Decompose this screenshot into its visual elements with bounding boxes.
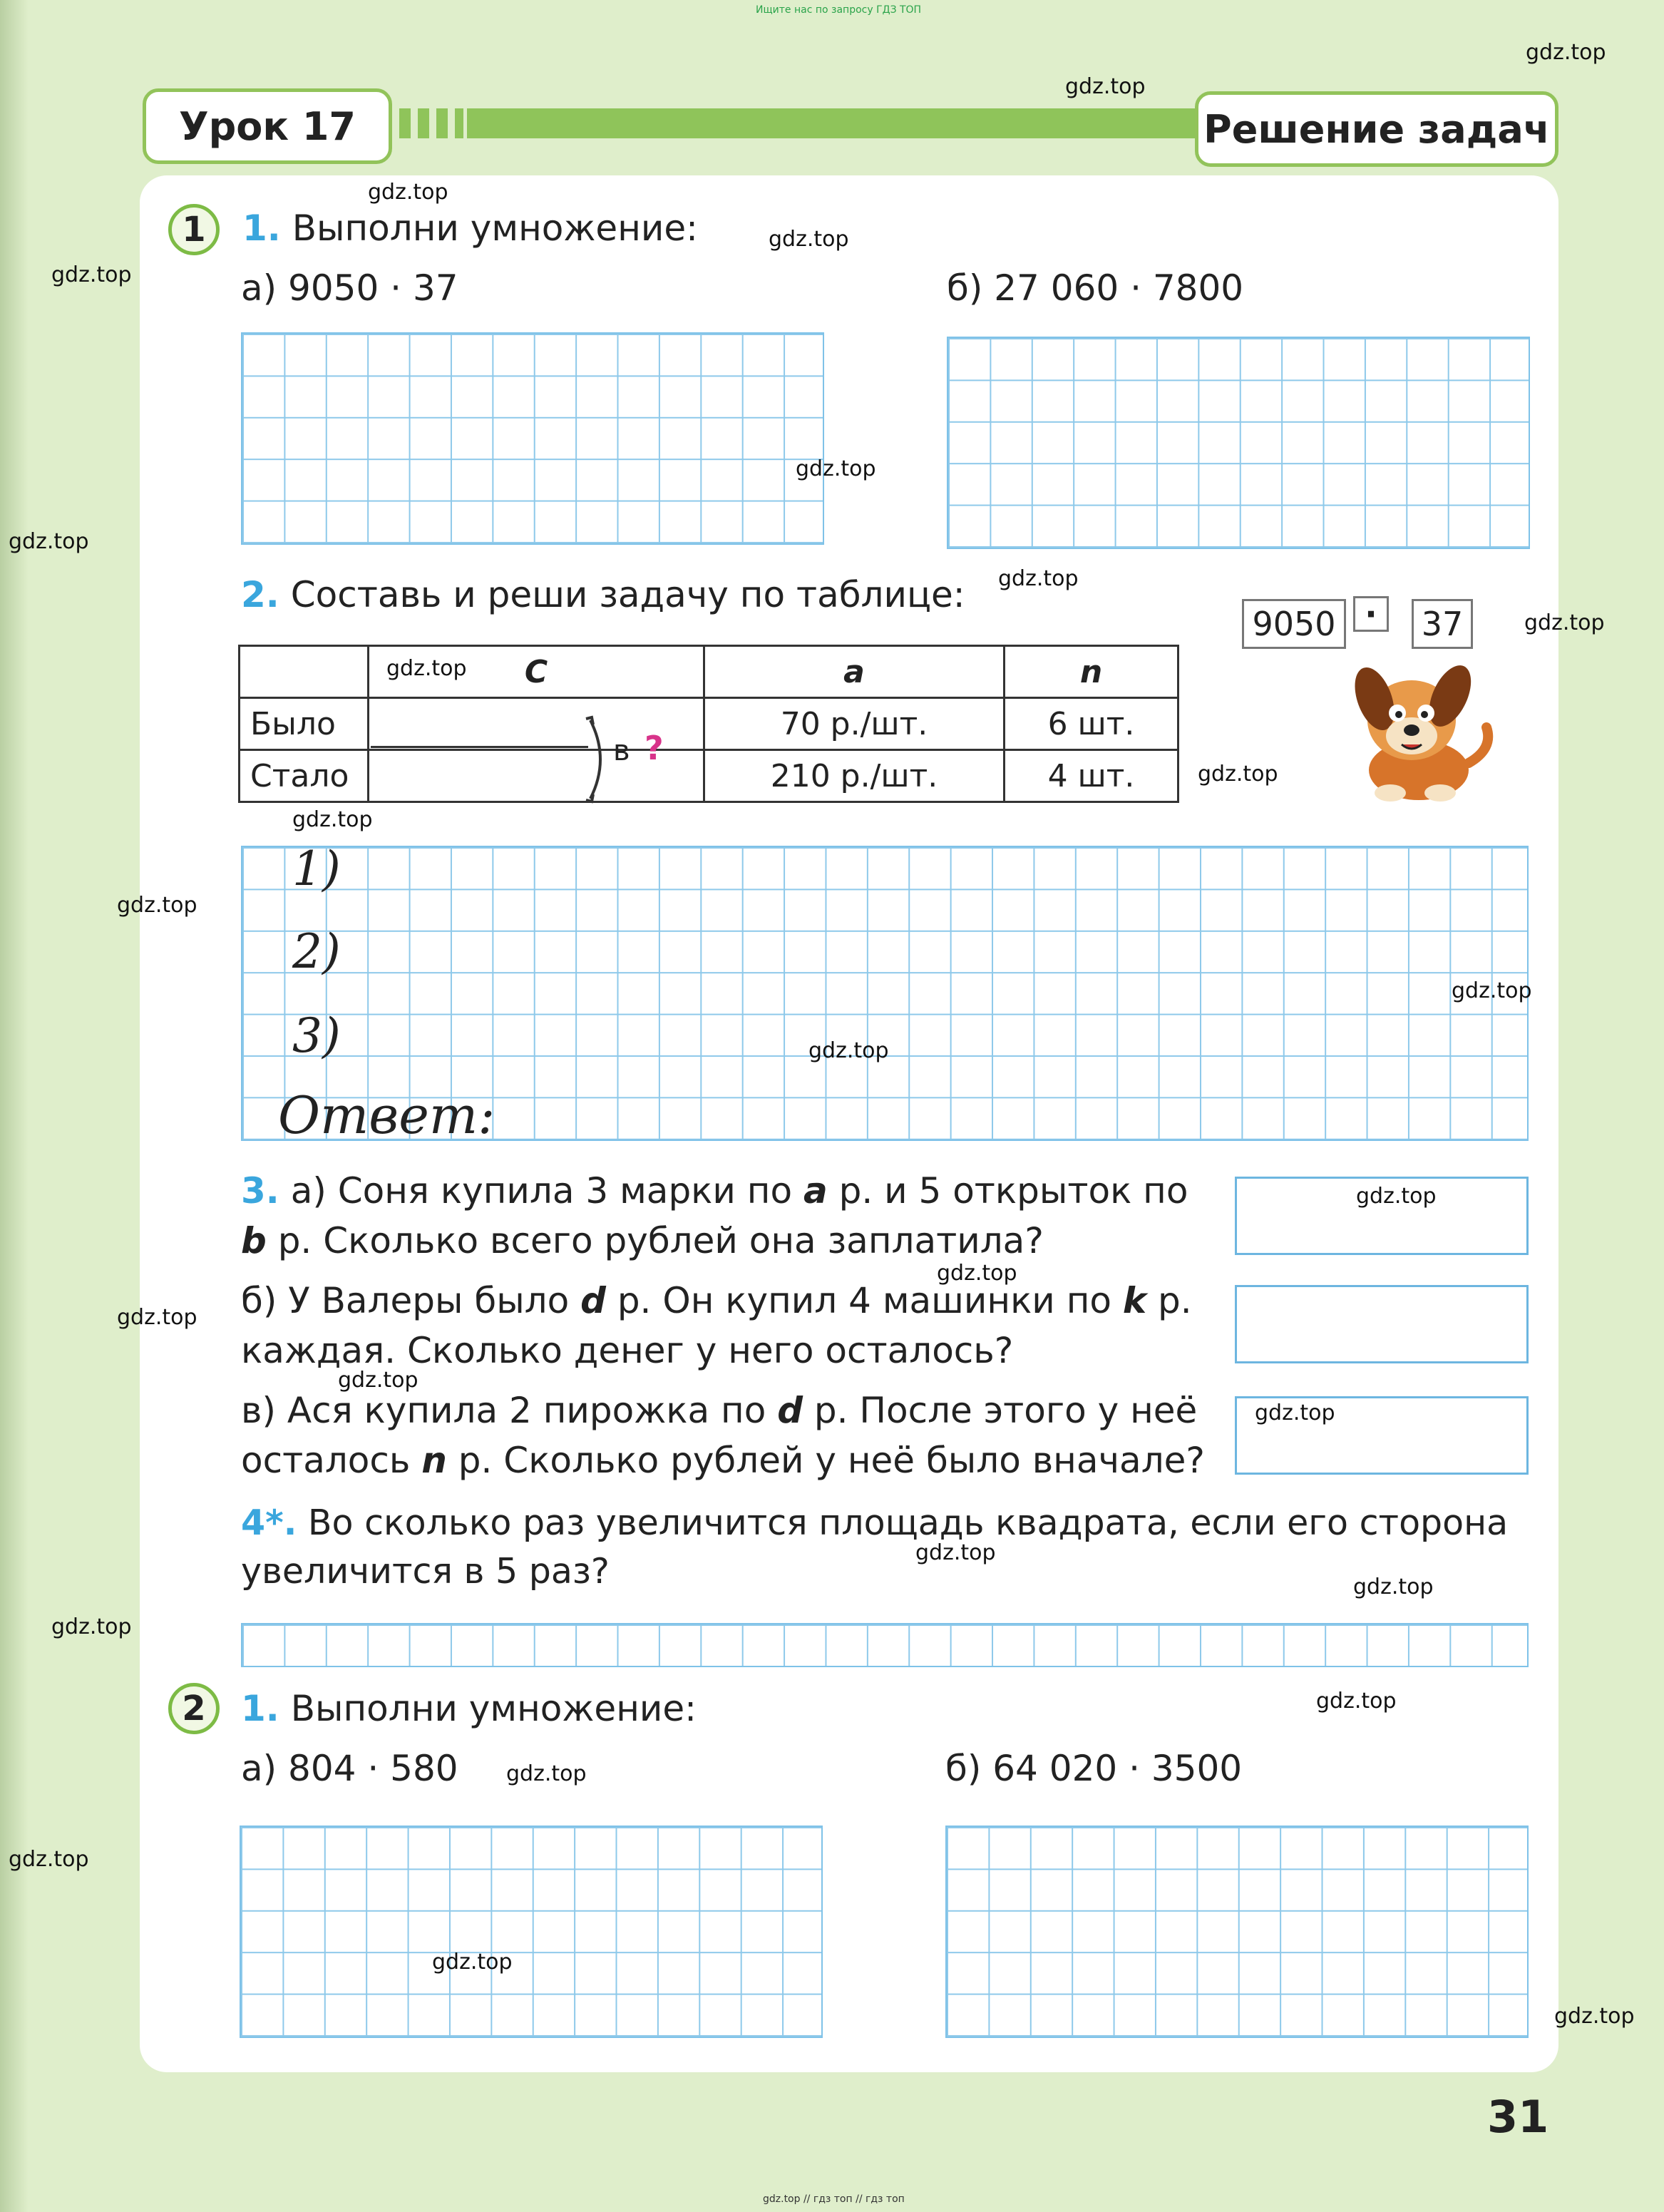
task1-b-grid[interactable] <box>947 337 1530 549</box>
watermark: gdz.top <box>1524 610 1605 635</box>
task-text: Выполни умножение: <box>292 208 698 249</box>
task-text: р. <box>1146 1280 1192 1321</box>
task-text: Во сколько раз увеличится площадь квадрата, если его сторона <box>297 1502 1509 1543</box>
variable: d <box>580 1280 606 1321</box>
watermark: gdz.top <box>338 1368 418 1393</box>
page-number: 31 <box>1487 2091 1549 2143</box>
task-number: 3. <box>241 1170 279 1212</box>
task1-title <box>242 204 698 252</box>
handwritten-step-3: 3) <box>292 1008 341 1063</box>
section2-task1-b: б) 64 020 · 3500 <box>945 1748 1243 1789</box>
section2-a-grid[interactable] <box>240 1826 823 2038</box>
watermark: gdz.top <box>1255 1401 1335 1425</box>
task3-b-line2: каждая. Сколько денег у него осталось? <box>241 1330 1014 1371</box>
puppy-icon <box>1333 642 1497 806</box>
header-bar <box>467 108 1201 138</box>
lesson-title: Урок 17 <box>143 88 392 164</box>
watermark: gdz.top <box>506 1761 587 1786</box>
table-row <box>240 698 1178 750</box>
table-cell: 210 р./шт. <box>704 750 1005 802</box>
variable: a <box>803 1170 828 1212</box>
watermark: gdz.top <box>796 456 876 481</box>
variable: n <box>421 1440 447 1481</box>
task-number: 1. <box>242 208 281 249</box>
watermark: gdz.top <box>1198 762 1278 787</box>
section2-b-grid[interactable] <box>945 1826 1529 2038</box>
watermark: gdz.top <box>117 893 197 918</box>
watermark: gdz.top <box>1526 40 1606 65</box>
table-cell: 70 р./шт. <box>704 698 1005 750</box>
watermark: gdz.top <box>386 656 467 681</box>
table-header-c: С <box>369 646 704 698</box>
task4-grid[interactable] <box>241 1623 1529 1667</box>
task1-b: б) 27 060 · 7800 <box>947 267 1244 309</box>
watermark: gdz.top <box>51 1614 132 1639</box>
task-text: а) Соня купила 3 марки по <box>290 1170 803 1212</box>
hint-chip-right: 37 <box>1412 599 1473 649</box>
handwritten-answer: Ответ: <box>278 1085 495 1145</box>
watermark: gdz.top <box>915 1540 996 1565</box>
row-label: Было <box>240 698 369 750</box>
compare-label: в <box>613 734 630 767</box>
watermark: gdz.top <box>117 1305 197 1330</box>
variable: d <box>777 1390 803 1431</box>
watermark: gdz.top <box>9 1847 89 1872</box>
variable: b <box>241 1220 267 1261</box>
header-stripes <box>399 108 463 138</box>
task3-a-line1 <box>241 1167 1188 1215</box>
watermark: gdz.top <box>937 1261 1017 1286</box>
section2-badge: 2 <box>168 1683 220 1734</box>
watermark: gdz.top <box>1316 1689 1397 1714</box>
watermark: gdz.top <box>808 1038 889 1063</box>
watermark: gdz.top <box>432 1950 513 1975</box>
watermark: gdz.top <box>51 262 132 287</box>
section2-task1-a: а) 804 · 580 <box>241 1748 458 1789</box>
topic-title: Решение задач <box>1195 91 1558 167</box>
page-edge <box>0 0 29 2212</box>
table-cell: 4 шт. <box>1005 750 1178 802</box>
task-text: р. и 5 открыток по <box>827 1170 1188 1212</box>
watermark: gdz.top <box>292 807 373 832</box>
handwritten-step-2: 2) <box>292 924 341 979</box>
watermark: gdz.top <box>1452 978 1532 1003</box>
task-text: в) Ася купила 2 пирожка по <box>241 1390 778 1431</box>
section2-task1-title <box>241 1684 697 1733</box>
watermark: gdz.top <box>9 529 89 554</box>
task-text: р. Сколько рублей у неё было вначале? <box>446 1440 1205 1481</box>
task3-c-line1 <box>241 1386 1197 1435</box>
task2-table <box>238 645 1179 803</box>
task-number: 4*. <box>241 1502 297 1543</box>
watermark: gdz.top <box>769 227 849 252</box>
handwritten-step-1: 1) <box>292 841 341 896</box>
task3-b-line1 <box>241 1276 1192 1325</box>
hint-chip-left: 9050 <box>1242 599 1346 649</box>
watermark: gdz.top <box>1065 74 1146 99</box>
top-note: Ищите нас по запросу ГДЗ ТОП <box>756 4 922 16</box>
task-number: 1. <box>241 1688 279 1729</box>
task3-c-line2 <box>241 1436 1205 1485</box>
row-label: Стало <box>240 750 369 802</box>
compare-arrow-icon <box>585 713 613 806</box>
bottom-note: gdz.top // гдз топ // гдз топ <box>763 2193 905 2205</box>
task-text: р. После этого у неё <box>802 1390 1198 1431</box>
task-number: 2. <box>241 574 279 615</box>
task2-title <box>241 570 965 619</box>
watermark: gdz.top <box>368 180 448 205</box>
task4-line2: увеличится в 5 раз? <box>241 1551 610 1592</box>
watermark: gdz.top <box>1356 1184 1437 1209</box>
task1-a: а) 9050 · 37 <box>241 267 458 309</box>
task3-b-answer-box[interactable] <box>1235 1285 1529 1363</box>
watermark: gdz.top <box>1554 2004 1635 2029</box>
table-header-n: n <box>1005 646 1178 698</box>
task-text: осталось <box>241 1440 422 1481</box>
task1-a-grid[interactable] <box>241 332 824 545</box>
table-header-row <box>240 646 1178 698</box>
section1-badge: 1 <box>168 204 220 255</box>
watermark: gdz.top <box>998 566 1079 591</box>
task-text: р. Он купил 4 машинки по <box>605 1280 1123 1321</box>
task-text: б) У Валеры было <box>241 1280 581 1321</box>
table-cell: 6 шт. <box>1005 698 1178 750</box>
hint-chip-op: · <box>1353 596 1389 632</box>
compare-line <box>371 746 588 748</box>
task4-line1 <box>241 1499 1508 1547</box>
table-cell <box>240 646 369 698</box>
table-header-a: а <box>704 646 1005 698</box>
task-text: р. Сколько всего рублей она заплатила? <box>266 1220 1044 1261</box>
watermark: gdz.top <box>1353 1574 1434 1599</box>
task3-a-line2 <box>241 1217 1044 1265</box>
variable: k <box>1122 1280 1147 1321</box>
table-row <box>240 750 1178 802</box>
compare-question: ? <box>644 729 664 767</box>
task-text: Составь и реши задачу по таблице: <box>290 574 965 615</box>
task-text: Выполни умножение: <box>290 1688 697 1729</box>
